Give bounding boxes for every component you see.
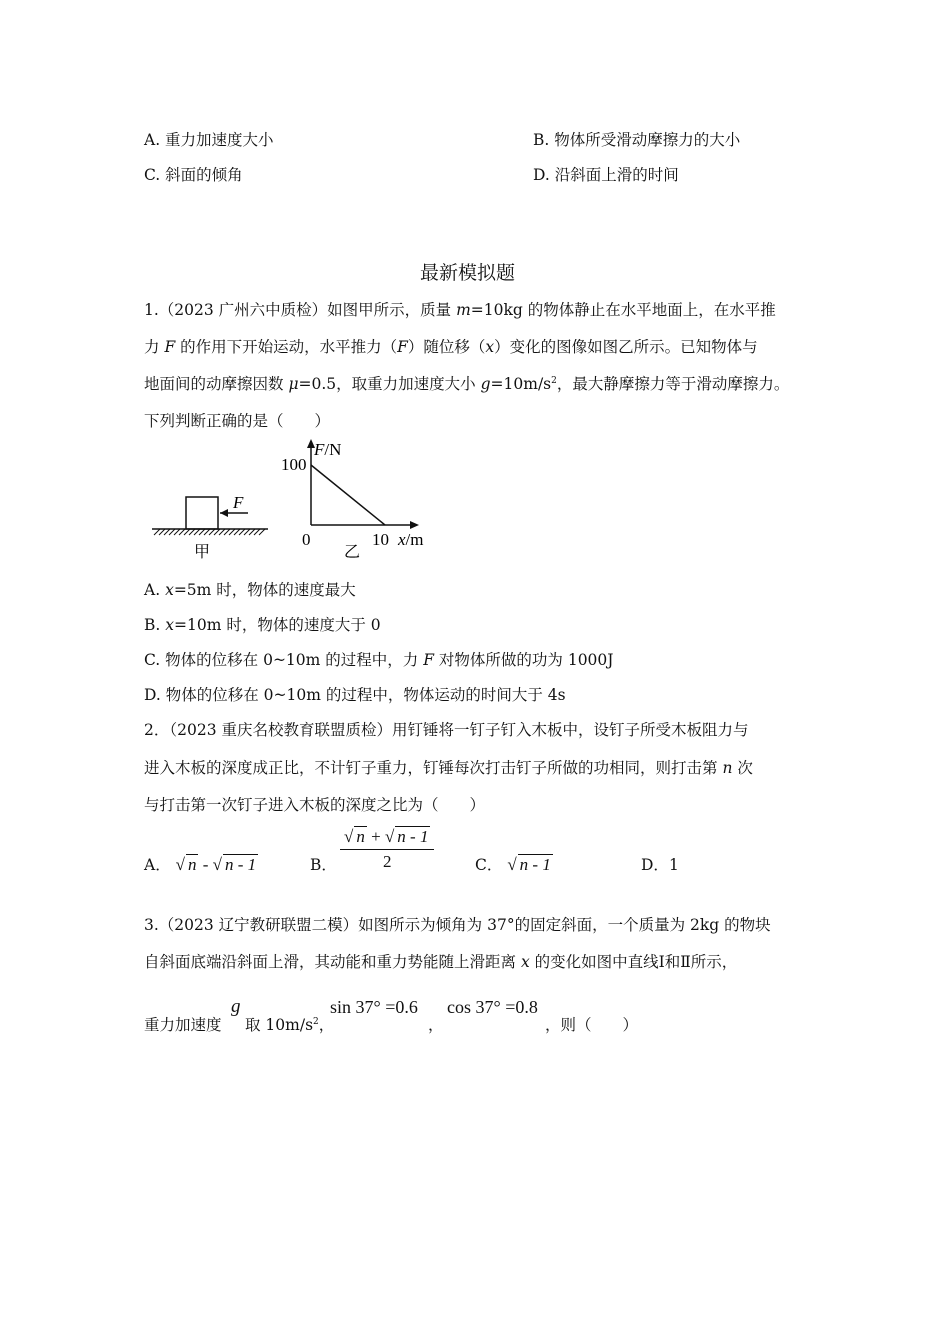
force-label: F <box>233 493 244 512</box>
q3-cos-value: cos 37° =0.8 <box>447 997 538 1017</box>
q2-line-1: 2．（2023 重庆名校教育联盟质检）用钉锤将一钉子钉入木板中，设钉子所受木板阻力与 <box>144 721 749 739</box>
q1-line-4: 下列判断正确的是（ ） <box>144 412 331 430</box>
q1-option-a: A. x=5m 时，物体的速度最大 <box>144 581 356 599</box>
section-title: 最新模拟题 <box>420 262 516 284</box>
q3-line-1: 3.（2023 辽宁教研联盟二模）如图所示为倾角为 37°的固定斜面，一个质量为 2kg 的物块 <box>144 916 771 934</box>
q1-option-b: B. x=10m 时，物体的速度大于 0 <box>144 616 381 634</box>
option-b: B. 物体所受滑动摩擦力的大小 <box>533 131 741 149</box>
option-a: A. 重力加速度大小 <box>144 131 274 149</box>
q2-line-3: 与打击第一次钉子进入木板的深度之比为（ ） <box>144 796 486 814</box>
q3-line-3a: 重力加速度 <box>144 1016 222 1034</box>
x-tick-10: 10 <box>372 530 389 549</box>
option-d: D. 沿斜面上滑的时间 <box>533 166 679 184</box>
q2-option-b-label: B． <box>310 856 337 874</box>
q2-line-2: 进入木板的深度成正比，不计钉子重力，钉锤每次打击钉子所做的功相同，则打击第 n 次 <box>144 759 753 777</box>
q3-g-symbol: g <box>231 996 241 1017</box>
q2-option-c: C． √ n - 1 <box>475 855 551 874</box>
q1-line-1: 1.（2023 广州六中质检）如图甲所示，质量 m=10kg 的物体静止在水平地面上，在水平推 <box>144 301 776 319</box>
q3-comma: ， <box>428 1016 444 1034</box>
q2-option-d: D．1 <box>641 856 679 874</box>
ground <box>152 529 268 535</box>
q2-option-b-fraction: $\frac{√ n + √ n - 1}{2}$ <box>340 826 434 872</box>
q3-line-2: 自斜面底端沿斜面上滑，其动能和重力势能随上滑距离 x 的变化如图中直线Ⅰ和Ⅱ所示， <box>144 953 738 971</box>
q1-line-2: 力 F 的作用下开始运动，水平推力（F）随位移（x）变化的图像如图乙所示。已知物体与 <box>144 338 758 356</box>
q3-line-3b: 取 $10m/s^2$， <box>245 1016 335 1034</box>
y-tick-100: 100 <box>281 455 307 474</box>
option-c: C. 斜面的倾角 <box>144 166 243 184</box>
q1-figure <box>140 435 440 565</box>
q1-option-c: C. 物体的位移在 0~10m 的过程中，力 F 对物体所做的功为 1000J <box>144 651 614 669</box>
y-axis-label: F/N <box>314 440 342 459</box>
origin-label: 0 <box>302 530 311 549</box>
fig-jia-label: 甲 <box>194 542 211 561</box>
block <box>186 497 218 529</box>
q1-option-d: D. 物体的位移在 0~10m 的过程中，物体运动的时间大于 4s <box>144 686 566 704</box>
q3-line-3d: ，则（ ） <box>545 1016 639 1034</box>
x-axis-label: x/m <box>398 530 424 549</box>
q2-option-a: A． √ n - √ n - 1 <box>144 855 257 874</box>
fig-yi-label: 乙 <box>344 542 361 561</box>
f-x-line <box>311 465 385 525</box>
q3-sin-value: sin 37° =0.6 <box>330 997 418 1017</box>
q1-line-3: 地面间的动摩擦因数 μ=0.5，取重力加速度大小 $g=10m/s^2$，最大静摩擦力等于滑动摩擦力。 <box>144 375 790 393</box>
